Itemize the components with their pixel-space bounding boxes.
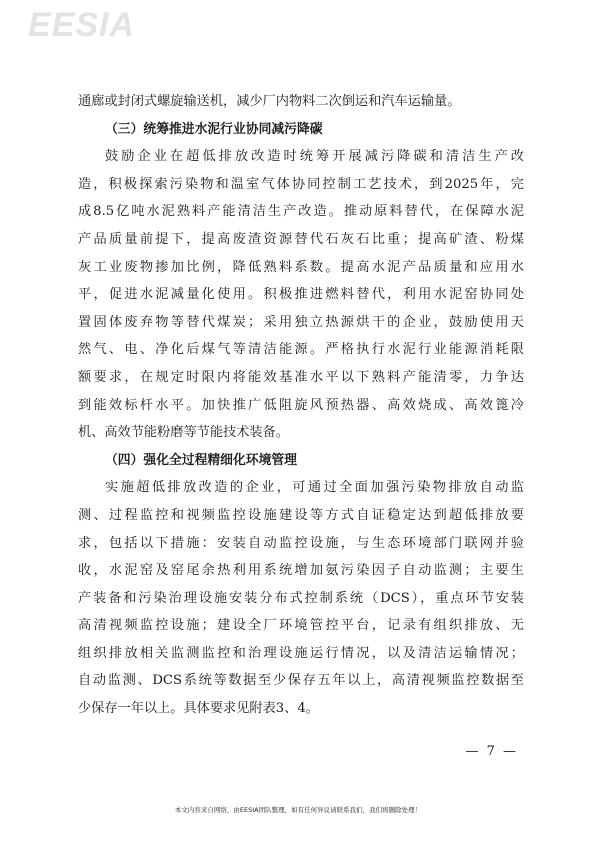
paragraph-line: 成8.5亿吨水泥熟料产能清洁生产改造。推动原料替代，在保障水泥 (78, 204, 524, 220)
paragraph-line: 少保存一年以上。具体要求见附表3、4。 (78, 701, 319, 717)
paragraph-line: 自动监测、DCS系统等数据至少保存五年以上，高清视频监控数据至 (78, 673, 524, 689)
paragraph-line: 求，包括以下措施：安装自动监控设施，与生态环境部门联网并验 (78, 535, 524, 551)
footer-disclaimer: 本文内容来自网络，由EESIA团队整理，如有任何异议请联系我们，我们将删除处理！ (174, 806, 422, 814)
paragraph-line: 造，积极探索污染物和温室气体协同控制工艺技术，到2025年，完 (78, 176, 524, 192)
paragraph-line: 灰工业废物掺加比例，降低熟料系数。提高水泥产品质量和应用水 (78, 259, 524, 275)
paragraph-line: 通廊或封闭式螺旋输送机，减少厂内物料二次倒运和汽车运输量。 (78, 94, 461, 109)
paragraph-line: 额要求，在规定时限内将能效基准水平以下熟料产能清零，力争达 (78, 369, 524, 385)
paragraph-line: 到能效标杆水平。加快推广低阻旋风预热器、高效烧成、高效篦冷 (78, 397, 524, 413)
paragraph-line: 高清视频监控设施；建设全厂环境管控平台，记录有组织排放、无 (78, 618, 524, 634)
paragraph-line: 实施超低排放改造的企业，可通过全面加强污染物排放自动监 (105, 480, 524, 496)
paragraph-line: 置固体废弃物等替代煤炭；采用独立热源烘干的企业，鼓励使用天 (78, 314, 524, 330)
watermark-logo: EESIA (28, 6, 136, 44)
document-body (78, 88, 524, 723)
section-heading: （四）强化全过程精细化环境管理 (105, 452, 297, 468)
paragraph-line: 然气、电、净化后煤气等清洁能源。严格执行水泥行业能源消耗限 (78, 342, 524, 358)
paragraph-line: 收，水泥窑及窑尾余热利用系统增加氨污染因子自动监测；主要生 (78, 563, 524, 579)
paragraph-line: 鼓励企业在超低排放改造时统筹开展减污降碳和清洁生产改 (105, 149, 524, 165)
paragraph-line: 平，促进水泥减量化使用。积极推进燃料替代，利用水泥窑协同处 (78, 287, 524, 303)
page-number: — 7 — (465, 744, 518, 759)
paragraph-line: 机、高效节能粉磨等节能技术装备。 (78, 425, 289, 441)
paragraph-line: 测、过程监控和视频监控设施建设等方式自证稳定达到超低排放要 (78, 507, 524, 523)
section-heading: （三）统筹推进水泥行业协同减污降碳 (105, 121, 323, 137)
paragraph-line: 产品质量前提下，提高废渣资源替代石灰石比重；提高矿渣、粉煤 (78, 231, 524, 247)
paragraph-line: 组织排放相关监测监控和治理设施运行情况，以及清洁运输情况； (78, 645, 524, 661)
paragraph-line: 产装备和污染治理设施安装分布式控制系统（DCS），重点环节安装 (78, 590, 524, 606)
